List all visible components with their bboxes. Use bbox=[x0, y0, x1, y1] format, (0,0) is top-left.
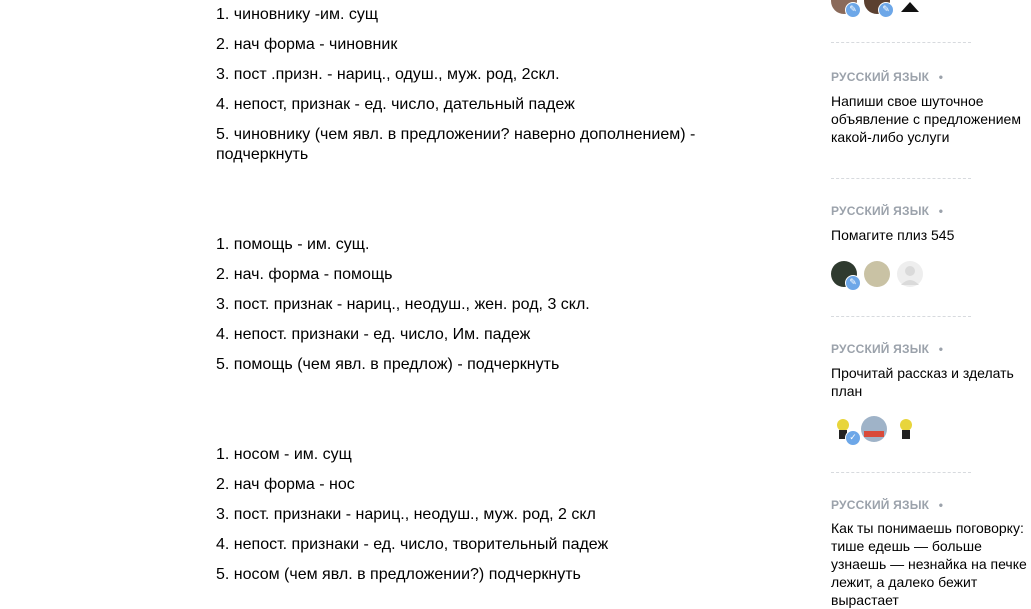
divider bbox=[831, 472, 971, 473]
answer-line: 2. нач. форма - помощь bbox=[216, 266, 393, 283]
answer-line: 5. помощь (чем явл. в предлож) - подчеркнуть bbox=[216, 356, 560, 373]
subject-label[interactable]: РУССКИЙ ЯЗЫК • bbox=[831, 498, 944, 512]
avatar[interactable] bbox=[864, 261, 890, 287]
subject-label[interactable]: РУССКИЙ ЯЗЫК • bbox=[831, 70, 944, 84]
subject-label[interactable]: РУССКИЙ ЯЗЫК • bbox=[831, 204, 944, 218]
avatar[interactable] bbox=[861, 416, 887, 442]
verified-check-icon: ✓ bbox=[845, 430, 861, 446]
cartoon-avatar-icon bbox=[894, 416, 920, 442]
answer-line: 5. чиновнику (чем явл. в предложении? наверно дополнением) - подчеркнуть bbox=[216, 126, 696, 163]
pencil-icon: ✎ bbox=[845, 275, 861, 291]
answer-line: 5. носом (чем явл. в предложении?) подчеркнуть bbox=[216, 566, 581, 583]
answer-line: 3. пост. признаки - нариц., неодуш., муж. род, 2 скл bbox=[216, 506, 596, 523]
answer-line: 3. пост. признак - нариц., неодуш., жен. род, 3 скл. bbox=[216, 296, 590, 313]
avatar[interactable] bbox=[894, 416, 920, 442]
pencil-icon: ✎ bbox=[878, 2, 894, 18]
answer-line: 4. непост, признак - ед. число, дательный падеж bbox=[216, 96, 575, 113]
answer-line: 3. пост .призн. - нариц., одуш., муж. род, 2скл. bbox=[216, 66, 560, 83]
answer-line: 1. помощь - им. сущ. bbox=[216, 236, 370, 253]
divider bbox=[831, 316, 971, 317]
avatar[interactable] bbox=[897, 261, 923, 287]
avatar[interactable] bbox=[897, 0, 923, 14]
answer-line: 4. непост. признаки - ед. число, творительный падеж bbox=[216, 536, 609, 553]
answer-line: 2. нач форма - нос bbox=[216, 476, 355, 493]
answer-line: 1. чиновнику -им. сущ bbox=[216, 6, 379, 23]
silhouette-icon bbox=[897, 0, 923, 14]
question-link[interactable]: Как ты понимаешь поговорку: тише едешь — больше узнаешь — незнайка на печке лежит, а далеко бежит вырастает bbox=[831, 520, 1027, 608]
pencil-icon: ✎ bbox=[845, 2, 861, 18]
question-link[interactable]: Помагите плиз 545 bbox=[831, 227, 955, 243]
photo-avatar-icon bbox=[861, 416, 887, 442]
avatar[interactable] bbox=[831, 416, 857, 442]
default-user-icon bbox=[897, 261, 923, 287]
divider bbox=[831, 178, 971, 179]
question-link[interactable]: Напиши свое шуточное объявление с предложением какой-либо услуги bbox=[831, 93, 1021, 145]
answer-line: 4. непост. признаки - ед. число, Им. падеж bbox=[216, 326, 531, 343]
answer-line: 1. носом - им. сущ bbox=[216, 446, 352, 463]
similar-questions-sidebar bbox=[831, 0, 1027, 608]
divider bbox=[831, 42, 971, 43]
avatar[interactable] bbox=[831, 261, 857, 287]
question-link[interactable]: Прочитай рассказ и зделать план bbox=[831, 365, 1014, 399]
subject-label[interactable]: РУССКИЙ ЯЗЫК • bbox=[831, 342, 944, 356]
avatar[interactable] bbox=[864, 0, 890, 14]
avatar[interactable] bbox=[831, 0, 857, 14]
answer-line: 2. нач форма - чиновник bbox=[216, 36, 398, 53]
